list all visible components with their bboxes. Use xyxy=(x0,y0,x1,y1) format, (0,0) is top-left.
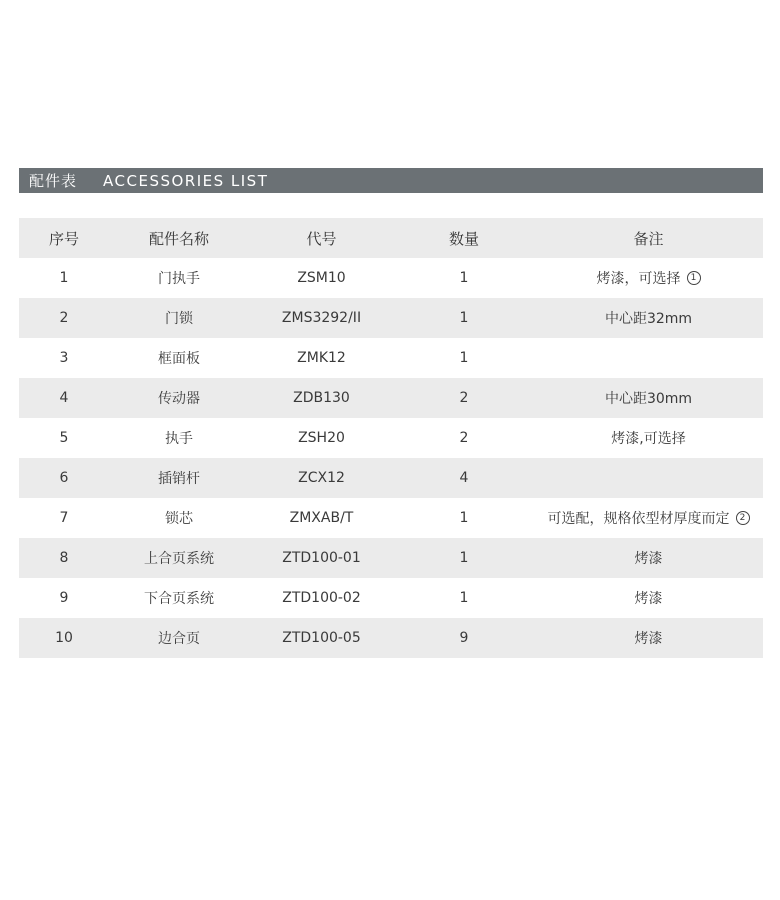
row-qty xyxy=(394,430,534,446)
row-code-text: ZMS3292/II xyxy=(281,310,362,326)
circled-number-mark: 1 xyxy=(687,271,701,285)
row-qty-text: 1 xyxy=(459,590,469,606)
row-qty-text: 1 xyxy=(459,350,469,366)
row-code xyxy=(249,590,394,606)
row-no-text: 4 xyxy=(59,390,69,406)
row-qty-text: 9 xyxy=(459,630,469,646)
row-qty-text: 1 xyxy=(459,270,469,286)
row-note-text: 烤漆,可选择 xyxy=(611,431,686,447)
row-qty xyxy=(394,590,534,606)
row-name-text: 门锁 xyxy=(165,311,193,327)
row-qty xyxy=(394,470,534,486)
row-code-text: ZMXAB/T xyxy=(289,510,354,526)
row-no-text: 6 xyxy=(59,470,69,486)
row-code-text: ZTD100-05 xyxy=(282,630,361,646)
row-note-text: 烤漆 xyxy=(634,631,663,647)
row-no-text: 10 xyxy=(55,630,73,646)
row-name xyxy=(109,388,249,408)
row-name-text: 边合页 xyxy=(158,631,200,647)
row-qty-text: 4 xyxy=(459,470,469,486)
title-cn: 配件表 xyxy=(29,172,78,190)
accessories-table xyxy=(19,218,763,658)
header-qty: 数量 xyxy=(448,229,479,248)
row-no-text: 2 xyxy=(59,310,69,326)
circled-number-mark: 2 xyxy=(736,511,750,525)
header-no: 序号 xyxy=(48,229,79,248)
row-name xyxy=(109,348,249,368)
row-qty xyxy=(394,270,534,286)
row-code-text: ZDB130 xyxy=(293,390,350,406)
row-qty-text: 2 xyxy=(459,390,469,406)
row-note-text: 中心距30mm xyxy=(604,391,693,407)
row-code-text: ZTD100-02 xyxy=(282,590,361,606)
header-code: 代号 xyxy=(306,229,337,248)
row-no xyxy=(19,390,109,406)
row-name xyxy=(109,268,249,288)
header-name: 配件名称 xyxy=(148,229,209,248)
row-name xyxy=(109,468,249,488)
row-name-text: 插销杆 xyxy=(158,471,200,487)
row-no-text: 1 xyxy=(59,270,69,286)
row-no-text: 9 xyxy=(59,590,69,606)
row-name-text: 锁芯 xyxy=(165,511,193,527)
header-note: 备注 xyxy=(633,229,664,248)
row-name xyxy=(109,508,249,528)
row-code xyxy=(249,630,394,646)
row-note xyxy=(534,628,763,648)
row-code xyxy=(249,350,394,366)
row-qty xyxy=(394,350,534,366)
row-note xyxy=(534,548,763,568)
row-no-text: 8 xyxy=(59,550,69,566)
row-name-text: 上合页系统 xyxy=(144,551,214,567)
table-row xyxy=(19,578,763,618)
row-qty xyxy=(394,550,534,566)
row-code-text: ZCX12 xyxy=(298,470,345,486)
table-row xyxy=(19,618,763,658)
row-name xyxy=(109,588,249,608)
row-name-text: 执手 xyxy=(165,431,193,447)
row-qty-text: 2 xyxy=(459,430,469,446)
table-row xyxy=(19,378,763,418)
row-name xyxy=(109,308,249,328)
row-no xyxy=(19,270,109,286)
row-qty xyxy=(394,630,534,646)
row-code xyxy=(249,310,394,326)
title-bar xyxy=(19,168,763,193)
row-code-text: ZSH20 xyxy=(298,430,345,446)
row-code-text: ZSM10 xyxy=(297,270,346,286)
row-name xyxy=(109,428,249,448)
row-name-text: 下合页系统 xyxy=(144,591,214,607)
row-name xyxy=(109,628,249,648)
row-no xyxy=(19,430,109,446)
title-en: ACCESSORIES LIST xyxy=(103,171,269,190)
row-qty-text: 1 xyxy=(459,310,469,326)
row-code xyxy=(249,470,394,486)
row-code xyxy=(249,430,394,446)
row-no xyxy=(19,510,109,526)
row-qty xyxy=(394,390,534,406)
row-note xyxy=(534,428,763,448)
row-qty-text: 1 xyxy=(459,510,469,526)
table-row xyxy=(19,338,763,378)
table-row xyxy=(19,418,763,458)
row-note xyxy=(534,588,763,608)
row-qty xyxy=(394,510,534,526)
row-no xyxy=(19,350,109,366)
table-row xyxy=(19,498,763,538)
row-note-text: 可选配，规格依型材厚度而定 xyxy=(547,511,730,527)
row-no-text: 5 xyxy=(59,430,69,446)
row-code-text: ZTD100-01 xyxy=(282,550,361,566)
row-note xyxy=(534,508,763,528)
row-name-text: 框面板 xyxy=(158,351,200,367)
row-no-text: 3 xyxy=(59,350,69,366)
row-note-text: 烤漆 xyxy=(634,551,663,567)
table-body xyxy=(19,258,763,658)
row-code xyxy=(249,390,394,406)
table-row xyxy=(19,258,763,298)
row-no-text: 7 xyxy=(59,510,69,526)
row-name xyxy=(109,548,249,568)
row-note xyxy=(534,308,763,328)
row-code xyxy=(249,510,394,526)
row-note-text: 烤漆，可选择 xyxy=(596,271,681,287)
row-no xyxy=(19,310,109,326)
row-note xyxy=(534,388,763,408)
row-note xyxy=(534,268,763,288)
table-header-row xyxy=(19,218,763,258)
row-code xyxy=(249,550,394,566)
row-qty xyxy=(394,310,534,326)
row-code xyxy=(249,270,394,286)
row-no xyxy=(19,630,109,646)
row-no xyxy=(19,550,109,566)
table-row xyxy=(19,298,763,338)
row-qty-text: 1 xyxy=(459,550,469,566)
row-code-text: ZMK12 xyxy=(297,350,346,366)
table-row xyxy=(19,538,763,578)
row-name-text: 门执手 xyxy=(158,271,200,287)
row-no xyxy=(19,590,109,606)
table-row xyxy=(19,458,763,498)
row-note-text: 烤漆 xyxy=(634,591,663,607)
row-note-text: 中心距32mm xyxy=(604,311,693,327)
row-name-text: 传动器 xyxy=(158,391,200,407)
row-no xyxy=(19,470,109,486)
